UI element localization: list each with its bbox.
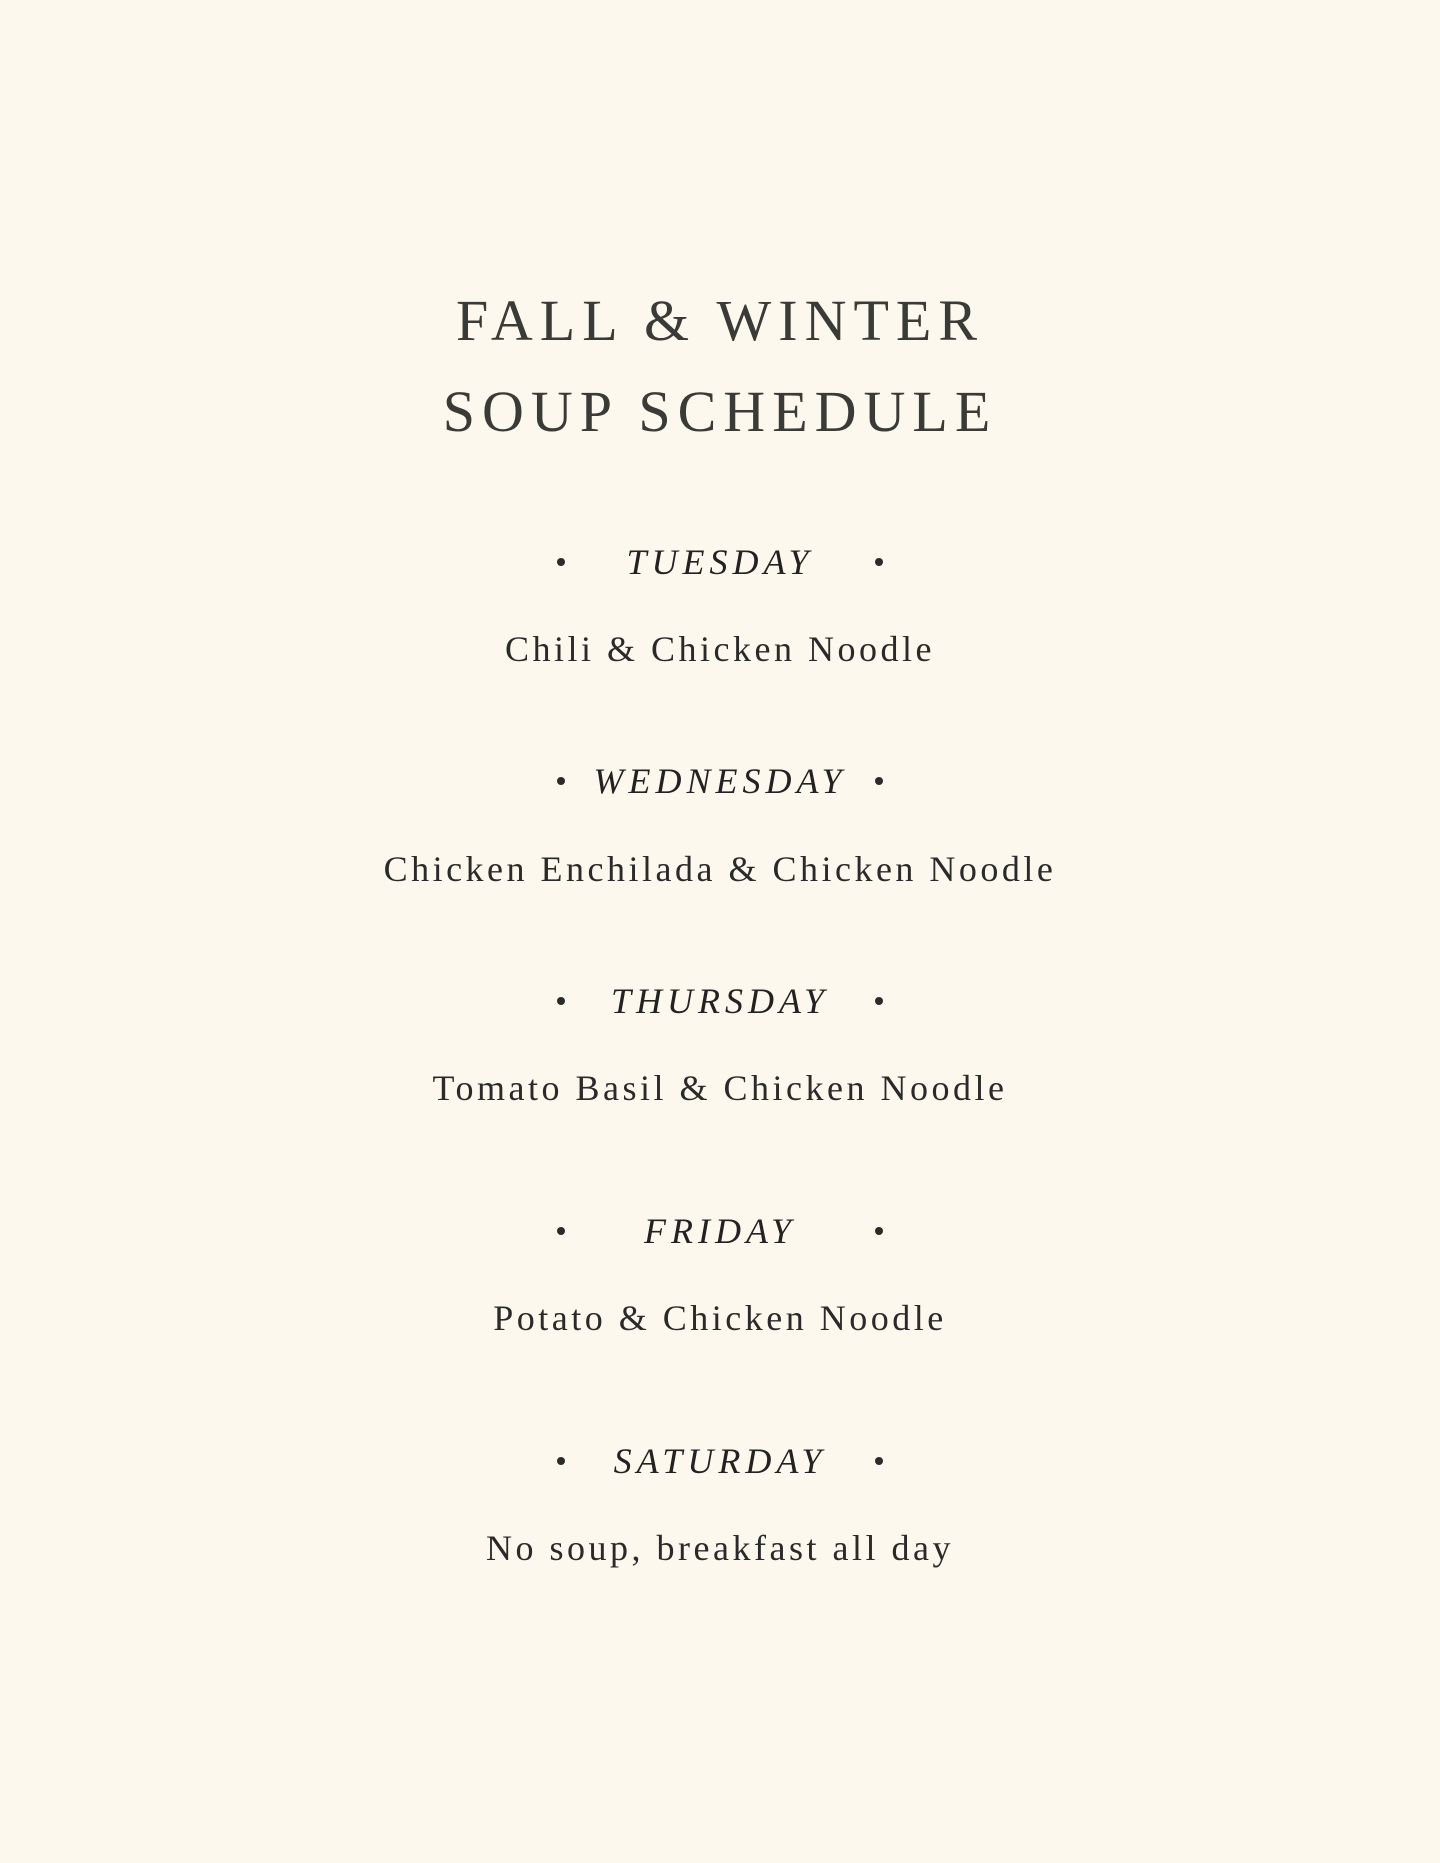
day-heading-tuesday xyxy=(0,542,1440,582)
bullet-icon xyxy=(875,1227,883,1235)
bullet-icon xyxy=(875,777,883,785)
soup-tuesday: Chili & Chicken Noodle xyxy=(505,629,935,669)
soup-thursday: Tomato Basil & Chicken Noodle xyxy=(432,1068,1008,1108)
day-label: THURSDAY xyxy=(610,981,830,1021)
title-line-2: SOUP SCHEDULE xyxy=(442,379,998,444)
day-label: TUESDAY xyxy=(626,542,814,582)
bullet-icon xyxy=(875,558,883,566)
day-label: FRIDAY xyxy=(644,1211,796,1251)
day-heading-friday xyxy=(0,1211,1440,1251)
day-heading-wednesday xyxy=(0,761,1440,801)
day-label: WEDNESDAY xyxy=(593,761,847,801)
soup-saturday: No soup, breakfast all day xyxy=(486,1528,954,1568)
soup-friday: Potato & Chicken Noodle xyxy=(493,1298,947,1338)
bullet-icon xyxy=(875,997,883,1005)
day-heading-thursday xyxy=(0,981,1440,1021)
day-label: SATURDAY xyxy=(613,1441,827,1481)
bullet-icon xyxy=(875,1457,883,1465)
title-line-1: FALL & WINTER xyxy=(455,288,985,353)
day-heading-saturday xyxy=(0,1441,1440,1481)
soup-wednesday: Chicken Enchilada & Chicken Noodle xyxy=(383,849,1057,889)
